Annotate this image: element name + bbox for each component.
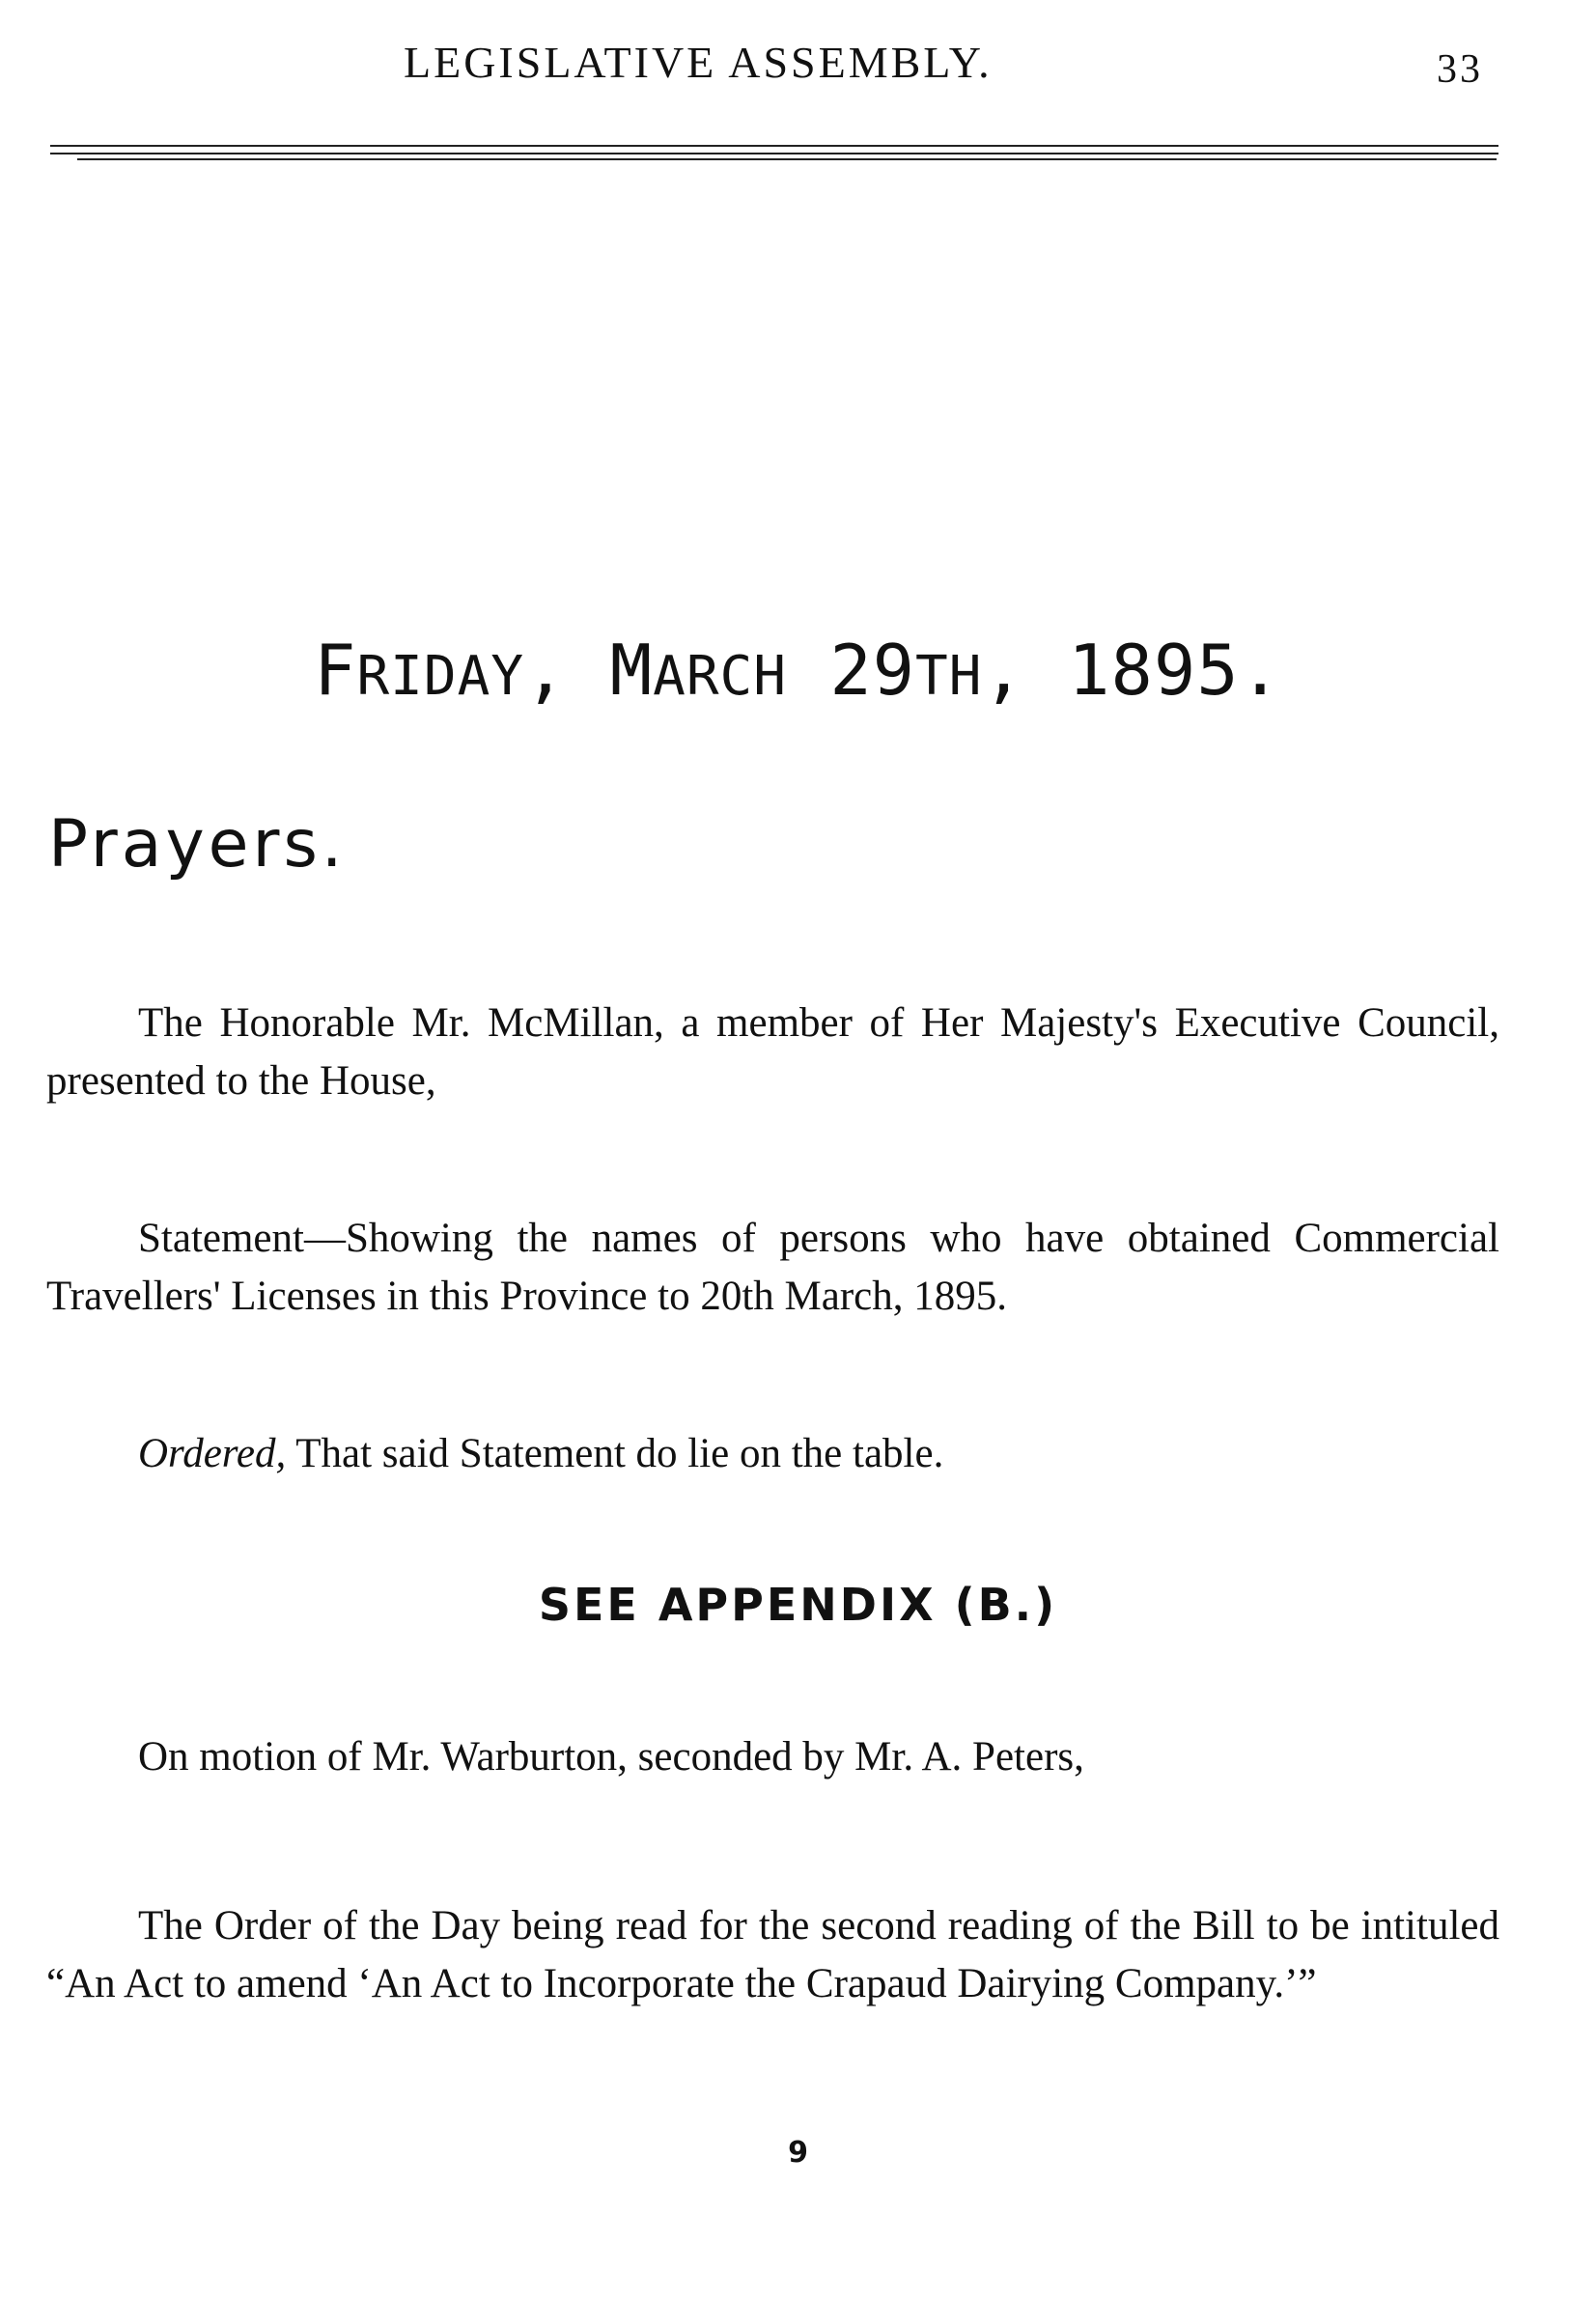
- date-weekday-initial: F: [314, 630, 357, 711]
- date-year: , 1895.: [982, 630, 1282, 711]
- paragraph-presentation-text: The Honorable Mr. McMillan, a member of Her Majesty's Executive Council, presented to the House,: [46, 1000, 1499, 1104]
- paragraph-statement: [46, 1210, 1499, 1326]
- paragraph-presentation: [46, 995, 1499, 1110]
- paragraph-order-of-day: [46, 1897, 1499, 2013]
- date-weekday-rest: RIDAY: [356, 645, 525, 708]
- date-day: 29: [786, 630, 916, 711]
- header-rule-top: [50, 145, 1498, 147]
- paragraph-order-of-day-text: The Order of the Day being read for the second reading of the Bill to be intituled “An Act to amend ‘An Act to Incorporate the Crapaud Dairying Company.’”: [46, 1903, 1499, 2006]
- paragraph-ordered: [46, 1425, 1499, 1483]
- paragraph-ordered-text: That said Statement do lie on the table.: [286, 1431, 944, 1476]
- paragraph-motion-text: On motion of Mr. Warburton, seconded by Mr. A. Peters,: [138, 1734, 1084, 1780]
- header-rule-bottom: [77, 158, 1497, 160]
- date-month-initial: M: [609, 630, 654, 711]
- date-month-rest: ARCH: [653, 645, 787, 708]
- date-separator: ,: [524, 630, 610, 711]
- header-title: LEGISLATIVE ASSEMBLY.: [404, 38, 993, 87]
- ordered-keyword: Ordered,: [138, 1431, 287, 1476]
- date-heading: [0, 630, 1596, 711]
- appendix-note: SEE APPENDIX (B.): [538, 1579, 1058, 1631]
- header-rule-middle: [50, 153, 1498, 154]
- page-number: 33: [1437, 47, 1483, 92]
- section-heading-prayers: Prayers.: [48, 806, 347, 883]
- signature-mark: 9: [788, 2136, 808, 2170]
- paragraph-statement-text: Statement—Showing the names of persons who have obtained Commercial Travellers' Licenses in this Province to 20th March, 1895.: [46, 1216, 1499, 1319]
- paragraph-motion: [46, 1728, 1499, 1786]
- date-day-suffix: TH: [915, 645, 983, 708]
